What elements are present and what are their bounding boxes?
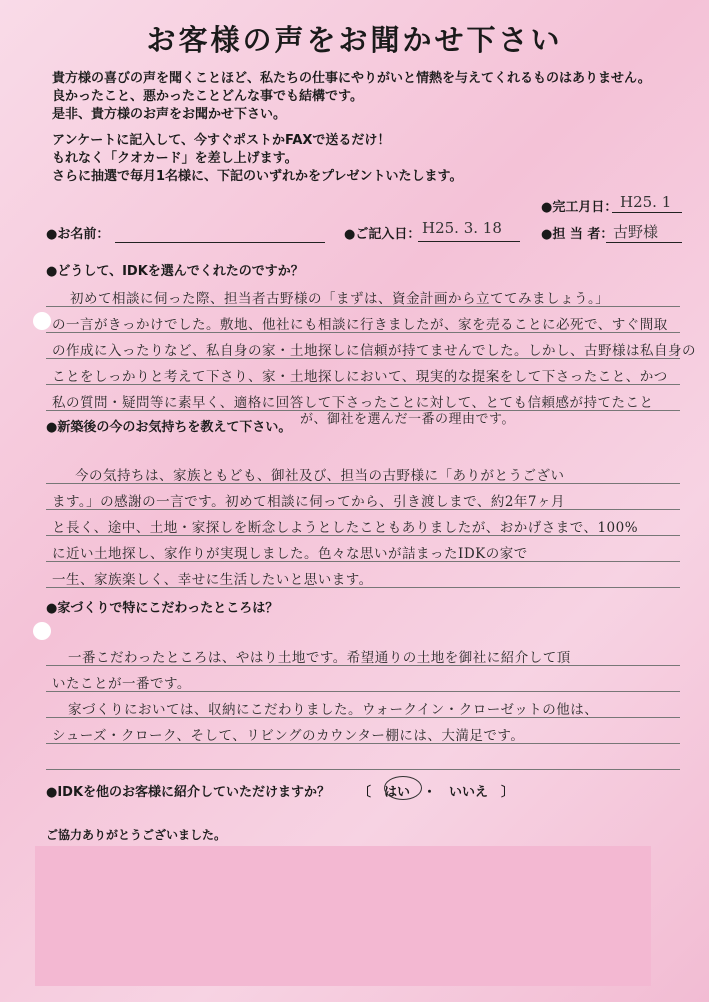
referral-choice[interactable]: 〔 はい ・ いいえ 〕 xyxy=(358,785,515,800)
answer-line: に近い土地探し、家作りが実現しました。色々な思いが詰まったIDKの家で xyxy=(52,546,528,562)
answer-line: の作成に入ったりなど、私自身の家・土地探しに信頼が持てませんでした。しかし、古野様は私自身の xyxy=(52,343,696,359)
answer-line: 家づくりにおいては、収納にこだわりました。ウォークイン・クローゼットの他は、 xyxy=(68,702,599,718)
question-referral: ●IDKを他のお客様に紹介していただけますか？ xyxy=(46,785,331,800)
answer-line: 私の質問・疑問等に素早く、適格に回答して下さったことに対して、とても信頼感が持てたこと xyxy=(52,395,654,411)
answer-line: いたことが一番です。 xyxy=(52,676,191,692)
entry-date-label: ●ご記入日： xyxy=(344,227,421,242)
intro-line: 貴方様の喜びの声を聞くことほど、私たちの仕事にやりがいと情熱を与えてくれるものはありません。 xyxy=(52,71,651,86)
staff-underline xyxy=(606,242,682,243)
answer-line: シューズ・クローク、そして、リビングのカウンター棚には、大満足です。 xyxy=(52,728,525,744)
answer-line: 一番こだわったところは、やはり土地です。希望通りの土地を御社に紹介して頂 xyxy=(68,650,571,666)
answer-line: ことをしっかりと考えて下さり、家・土地探しにおいて、現実的な提案をして下さったこと、かつ xyxy=(52,369,668,385)
entry-date-underline xyxy=(418,241,520,242)
question-particular-points: ●家づくりで特にこだわったところは？ xyxy=(46,601,279,616)
intro-line: さらに抽選で毎月1名様に、下記のいずれかをプレゼントいたします。 xyxy=(52,169,463,184)
completion-label: ●完工月日： xyxy=(541,200,618,215)
answer-line: 今の気持ちは、家族ともども、御社及び、担当の古野様に「ありがとうござい xyxy=(75,468,565,484)
completion-value: H25. 1 xyxy=(620,193,672,211)
thanks-text: ご協力ありがとうございました。 xyxy=(46,828,227,842)
name-label: ●お名前： xyxy=(46,227,110,242)
staff-label: ●担 当 者： xyxy=(541,227,614,242)
intro-block xyxy=(52,132,463,186)
intro-line: アンケートに記入して、今すぐポストかFAXで送るだけ！ xyxy=(52,133,391,148)
answer-line: ます。」の感謝の一言です。初めて相談に伺ってから、引き渡しまで、約2年7ヶ月 xyxy=(52,494,565,510)
intro-line: 良かったこと、悪かったことどんな事でも結構です。 xyxy=(52,89,363,104)
answer-line: と長く、途中、土地・家探しを断念しようとしたこともありましたが、おかげさまで、100% xyxy=(52,520,639,536)
question-why-idk: ●どうして、IDKを選んでくれたのですか？ xyxy=(46,264,304,279)
page-title: お客様の声をお聞かせ下さい xyxy=(146,23,563,57)
answer-line: の一言がきっかけでした。敷地、他社にも相談に行きましたが、家を売ることに必死で、すぐ間取 xyxy=(52,317,668,333)
answer-line: 初めて相談に伺った際、担当者古野様の「まずは、資金計画から立ててみましょう。」 xyxy=(70,291,610,307)
punch-hole xyxy=(33,312,51,330)
intro-line: もれなく「クオカード」を差し上げます。 xyxy=(52,151,298,166)
question-current-feelings: ●新築後の今のお気持ちを教えて下さい。 xyxy=(46,420,292,435)
completion-underline xyxy=(612,212,682,213)
entry-date-value: H25. 3. 18 xyxy=(422,219,502,237)
yes-circled-mark xyxy=(384,776,422,800)
intro-block xyxy=(52,70,651,124)
answer-line: が、御社を選んだ一番の理由です。 xyxy=(300,412,515,427)
intro-line: 是非、貴方様のお声をお聞かせ下さい。 xyxy=(52,107,287,122)
answer-line: 一生、家族楽しく、幸せに生活したいと思います。 xyxy=(52,572,373,588)
punch-hole xyxy=(33,622,51,640)
name-field xyxy=(115,242,325,243)
staff-value: 古野様 xyxy=(613,223,659,241)
answer-rule xyxy=(46,769,680,770)
redacted-area xyxy=(35,846,651,986)
